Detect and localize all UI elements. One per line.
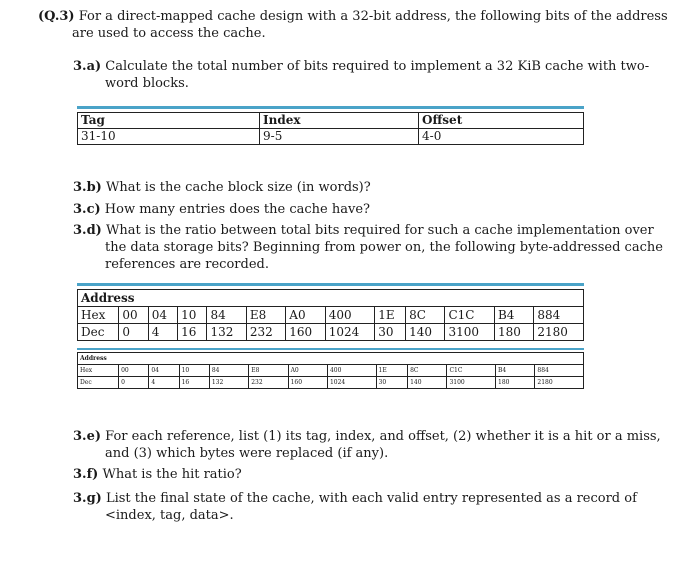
hex-cell: 884 (534, 307, 584, 324)
hex-row-label-small: Hex (78, 365, 119, 377)
address-table-small (77, 352, 584, 389)
dec-cell: 1024 (325, 324, 375, 341)
part-a-line1: Calculate the total number of bits required to implement a 32 KiB cache with two- (105, 59, 650, 74)
hex-cell: 04 (148, 307, 177, 324)
bits-tag: 31-10 (78, 129, 260, 145)
hex-small-cell: C1C (447, 365, 496, 377)
part-c (73, 201, 370, 218)
question-label: (Q.3) (38, 9, 75, 24)
dec-cell: 140 (406, 324, 445, 341)
part-g-line1: List the final state of the cache, with each valid entry represented as a record of (105, 491, 637, 506)
dec-cell: 232 (246, 324, 285, 341)
part-a-label: 3.a) (73, 59, 102, 74)
hex-small-cell: A0 (288, 365, 327, 377)
address-table-small-hex-row (78, 365, 584, 377)
hex-cell: E8 (246, 307, 285, 324)
address-table-small-dec-row (78, 377, 584, 389)
hex-small-cell: B4 (496, 365, 535, 377)
part-d-line2: the data storage bits? Beginning from power on, the following byte-addressed cache (105, 240, 663, 255)
hex-small-cell: 04 (149, 365, 179, 377)
hex-cell: 8C (406, 307, 445, 324)
dec-cell: 2180 (534, 324, 584, 341)
dec-small-cell: 180 (496, 377, 535, 389)
dec-cell: 180 (494, 324, 533, 341)
part-g (73, 490, 683, 524)
address-fields-bits-row (78, 129, 584, 145)
dec-small-cell: 160 (288, 377, 327, 389)
part-e-line1: For each reference, list (1) its tag, index, and offset, (2) whether it is a hit or a miss, (105, 429, 661, 444)
part-d-line1: What is the ratio between total bits required for such a cache implementation over (105, 223, 654, 238)
part-g-label: 3.g) (73, 491, 102, 506)
hex-small-cell: 8C (408, 365, 447, 377)
dec-row-label-small: Dec (78, 377, 119, 389)
hex-cell: A0 (286, 307, 325, 324)
bits-index: 9-5 (260, 129, 419, 145)
dec-small-cell: 30 (376, 377, 408, 389)
part-c-text: How many entries does the cache have? (104, 202, 370, 217)
dec-small-cell: 232 (249, 377, 288, 389)
address-fields-header-row (78, 113, 584, 129)
part-e-label: 3.e) (73, 429, 101, 444)
address-table-title: Address (78, 290, 584, 307)
hex-cell: 00 (119, 307, 148, 324)
part-e-line2: and (3) which bytes were replaced (if any). (105, 446, 389, 461)
dec-cell: 3100 (445, 324, 495, 341)
address-table-small-rule (77, 348, 584, 350)
part-b (73, 179, 371, 196)
dec-small-cell: 0 (119, 377, 149, 389)
dec-cell: 4 (148, 324, 177, 341)
header-index: Index (260, 113, 419, 129)
dec-small-cell: 140 (408, 377, 447, 389)
hex-small-cell: 1E (376, 365, 408, 377)
hex-small-cell: 84 (209, 365, 248, 377)
hex-row-label: Hex (78, 307, 119, 324)
dec-cell: 132 (207, 324, 246, 341)
hex-small-cell: 00 (119, 365, 149, 377)
address-table-dec-row (78, 324, 584, 341)
hex-cell: 1E (375, 307, 406, 324)
hex-small-cell: E8 (249, 365, 288, 377)
address-table-rule (77, 283, 584, 286)
question-intro (38, 8, 668, 42)
dec-row-label: Dec (78, 324, 119, 341)
part-d (73, 222, 673, 273)
part-g-line2: <index, tag, data>. (105, 508, 234, 523)
part-b-label: 3.b) (73, 180, 102, 195)
hex-cell: C1C (445, 307, 495, 324)
dec-small-cell: 16 (179, 377, 209, 389)
dec-cell: 0 (119, 324, 148, 341)
dec-small-cell: 3100 (447, 377, 496, 389)
hex-cell: 400 (325, 307, 375, 324)
address-table-title-row (78, 290, 584, 307)
address-table-hex-row (78, 307, 584, 324)
table-rule-top (77, 106, 584, 109)
hex-small-cell: 10 (179, 365, 209, 377)
hex-cell: 10 (178, 307, 207, 324)
part-a (73, 58, 673, 92)
dec-small-cell: 1024 (327, 377, 376, 389)
dec-small-cell: 4 (149, 377, 179, 389)
part-b-text: What is the cache block size (in words)? (105, 180, 371, 195)
question-text-line1: For a direct-mapped cache design with a 32-bit address, the following bits of the address (78, 9, 668, 24)
part-a-line2: word blocks. (105, 76, 189, 91)
address-fields-table (77, 112, 584, 145)
address-table (77, 289, 584, 341)
header-tag: Tag (78, 113, 260, 129)
bits-offset: 4-0 (419, 129, 584, 145)
hex-small-cell: 400 (327, 365, 376, 377)
header-offset: Offset (419, 113, 584, 129)
part-c-label: 3.c) (73, 202, 101, 217)
dec-small-cell: 132 (209, 377, 248, 389)
part-f-label: 3.f) (73, 467, 99, 482)
hex-cell: B4 (494, 307, 533, 324)
question-text-line2: are used to access the cache. (72, 26, 266, 41)
address-table-small-title-row (78, 353, 584, 365)
dec-cell: 16 (178, 324, 207, 341)
dec-cell: 160 (286, 324, 325, 341)
hex-small-cell: 884 (535, 365, 584, 377)
address-table-small-title: Address (78, 353, 584, 365)
part-f (73, 466, 242, 483)
dec-small-cell: 2180 (535, 377, 584, 389)
dec-cell: 30 (375, 324, 406, 341)
hex-cell: 84 (207, 307, 246, 324)
part-f-text: What is the hit ratio? (102, 467, 242, 482)
part-d-line3: references are recorded. (105, 257, 269, 272)
part-d-label: 3.d) (73, 223, 102, 238)
part-e (73, 428, 683, 462)
